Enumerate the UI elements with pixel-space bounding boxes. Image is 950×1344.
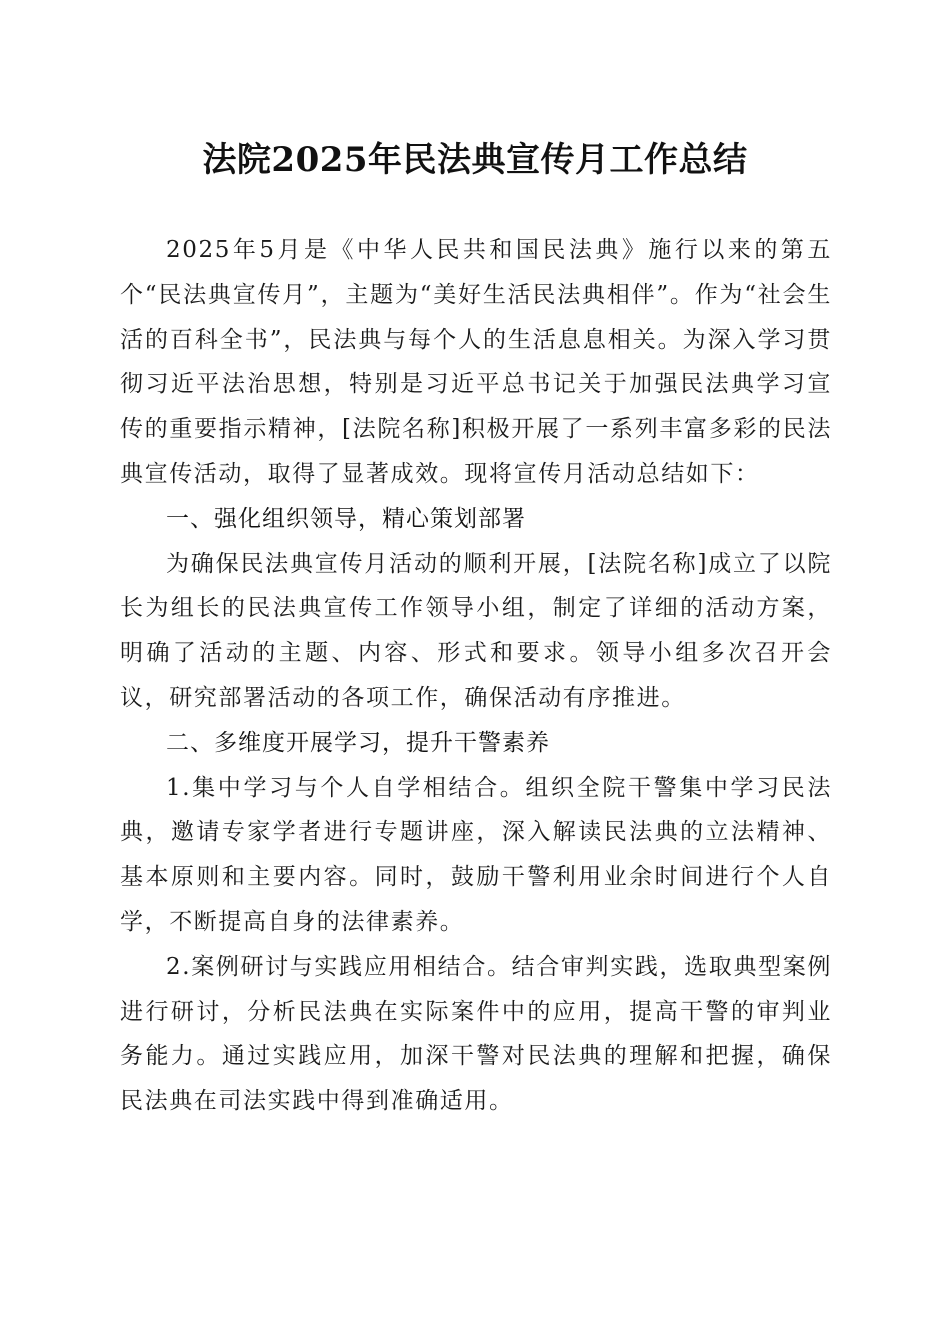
section-2-paragraph-1: 1.集中学习与个人自学相结合。组织全院干警集中学习民法典，邀请专家学者进行专题讲座，深入解读民法典的立法精神、基本原则和主要内容。同时，鼓励干警利用业余时间进行个人自学，不断提高自身的法律素养。 — [120, 774, 832, 935]
section-heading-1: 一、强化组织领导，精心策划部署 — [166, 505, 526, 532]
section-2-paragraph-2: 2.案例研讨与实践应用相结合。结合审判实践，选取典型案例进行研讨，分析民法典在实际案件中的应用，提高干警的审判业务能力。通过实践应用，加深干警对民法典的理解和把握，确保民法典在司法实践中得到准确适用。 — [120, 953, 832, 1115]
intro-paragraph: 2025年5月是《中华人民共和国民法典》施行以来的第五个“民法典宣传月”，主题为“美好生活民法典相伴”。作为“社会生活的百科全书”，民法典与每个人的生活息息相关。为深入学习贯彻习近平法治思想，特别是习近平总书记关于加强民法典学习宣传的重要指示精神，[法院名称]积极开展了一系列丰富多彩的民法典宣传活动，取得了显著成效。现将宣传月活动总结如下： — [120, 237, 832, 487]
document-body — [120, 228, 832, 1124]
section-heading-2: 二、多维度开展学习，提升干警素养 — [166, 729, 550, 756]
section-1-paragraph-1: 为确保民法典宣传月活动的顺利开展，[法院名称]成立了以院长为组长的民法典宣传工作领导小组，制定了详细的活动方案，明确了活动的主题、内容、形式和要求。领导小组多次召开会议，研究部署活动的各项工作，确保活动有序推进。 — [120, 550, 832, 711]
document-title: 法院2025年民法典宣传月工作总结 — [202, 140, 748, 180]
